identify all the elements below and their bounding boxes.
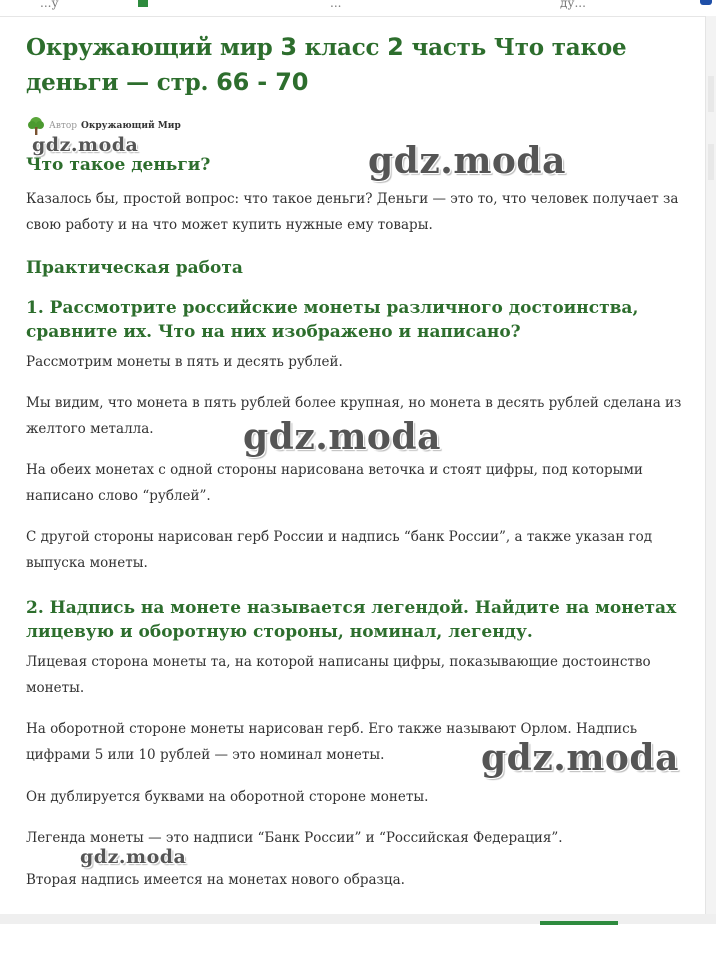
answer-paragraph: На оборотной стороне монеты нарисован герб. Его также называют Орлом. Надпись цифрами 5 или 10 рублей — это номинал монеты. [26, 721, 638, 763]
tree-icon [26, 116, 46, 136]
question-2-answer [26, 716, 691, 768]
watermark: gdz.moda [368, 140, 566, 182]
watermark: gdz.moda [243, 416, 441, 458]
practical-block [26, 257, 691, 279]
intro-block [26, 186, 691, 238]
question-2-answer [26, 649, 691, 701]
watermark: gdz.moda [80, 846, 187, 868]
author-label: Автор [49, 121, 78, 131]
answer-paragraph: Легенда монеты — это надписи “Банк России” и “Российская Федерация”. [26, 830, 563, 846]
answer-paragraph: На обеих монетах с одной стороны нарисована веточка и стоят цифры, под которыми написано слово “рублей”. [26, 462, 643, 504]
intro-paragraph: Казалось бы, простой вопрос: что такое деньги? Деньги — это то, что человек получает за свою работу и на что может купить нужные ему товары. [26, 191, 679, 233]
bookmark-fragment[interactable]: ду... [560, 0, 586, 10]
answer-paragraph: Он дублируется буквами на оборотной стороне монеты. [26, 789, 429, 805]
answer-paragraph: Мы видим, что монета в пять рублей более крупная, но монета в десять рублей сделана из желтого металла. [26, 395, 682, 437]
bookmark-fragment[interactable]: ...у [40, 0, 59, 10]
answer-paragraph: Лицевая сторона монеты та, на которой написаны цифры, показывающие достоинство монеты. [26, 654, 651, 696]
bookmark-favicon-icon[interactable] [138, 0, 148, 7]
question-2-answer [26, 784, 691, 810]
question-2 [26, 596, 691, 644]
answer-paragraph: Вторая надпись имеется на монетах нового образца. [26, 872, 405, 888]
answer-paragraph: Рассмотрим монеты в пять и десять рублей. [26, 354, 343, 370]
question-1-answer [26, 349, 691, 375]
sidebar-scroll-strip[interactable] [705, 16, 716, 916]
question-1-answer [26, 390, 691, 442]
question-2-answer [26, 867, 691, 893]
author-line [26, 116, 181, 136]
watermark: gdz.moda [32, 134, 139, 156]
section-heading-block [26, 154, 691, 176]
browser-bookmarks-bar [0, 0, 716, 17]
watermark: gdz.moda [481, 737, 679, 779]
question-2-answer [26, 825, 691, 851]
question-1-answer [26, 524, 691, 576]
practical-heading: Практическая работа [26, 258, 243, 278]
footer-accent [540, 921, 618, 925]
question-title: 1. Рассмотрите российские монеты различного достоинства, сравните их. Что на них изображено и написано? [26, 298, 639, 342]
extension-icon[interactable] [700, 0, 712, 5]
answer-paragraph: С другой стороны нарисован герб России и надпись “банк России”, а также указан год выпуска монеты. [26, 529, 653, 571]
question-1-answer [26, 457, 691, 509]
question-1 [26, 296, 691, 344]
bookmark-fragment[interactable]: ... [330, 0, 342, 10]
page-title: Окружающий мир 3 класс 2 часть Что такое деньги — стр. 66 - 70 [26, 33, 627, 96]
author-name[interactable]: Окружающий Мир [81, 121, 181, 131]
sidebar-handle-icon[interactable] [708, 76, 714, 112]
sidebar-handle-icon[interactable] [708, 144, 714, 180]
section-heading: Что такое деньги? [26, 155, 211, 175]
question-title: 2. Надпись на монете называется легендой. Найдите на монетах лицевую и оборотную стороны, номинал, легенду. [26, 598, 677, 642]
